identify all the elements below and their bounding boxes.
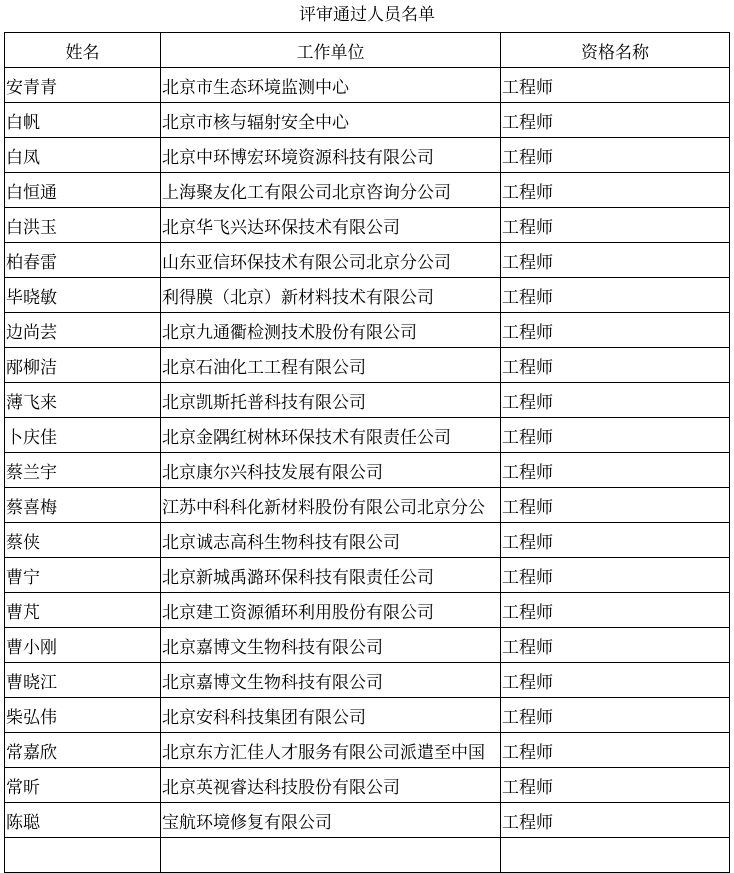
cell-unit: 北京英视睿达科技股份有限公司 [161,768,501,803]
table-row [5,733,730,768]
cell-unit: 北京中环博宏环境资源科技有限公司 [161,138,501,173]
cell-name: 毕晓敏 [5,278,161,313]
column-header-qualification: 资格名称 [501,33,730,68]
cell-unit: 北京石油化工工程有限公司 [161,348,501,383]
cell-name [5,838,161,873]
table-row [5,68,730,103]
cell-unit: 北京凯斯托普科技有限公司 [161,383,501,418]
column-header-unit: 工作单位 [161,33,501,68]
cell-unit: 北京市核与辐射安全中心 [161,103,501,138]
cell-unit: 北京华飞兴达环保技术有限公司 [161,208,501,243]
table-row [5,138,730,173]
cell-qualification: 工程师 [501,768,730,803]
table-row [5,383,730,418]
column-header-name: 姓名 [5,33,161,68]
cell-qualification: 工程师 [501,698,730,733]
cell-unit: 北京安科科技集团有限公司 [161,698,501,733]
cell-name: 邴柳洁 [5,348,161,383]
cell-name: 曹小刚 [5,628,161,663]
table-row [5,628,730,663]
cell-unit: 北京康尔兴科技发展有限公司 [161,453,501,488]
cell-qualification: 工程师 [501,488,730,523]
cell-name: 白凤 [5,138,161,173]
cell-name: 白帆 [5,103,161,138]
table-row [5,593,730,628]
table-row [5,698,730,733]
cell-name: 薄飞来 [5,383,161,418]
cell-name: 边尚芸 [5,313,161,348]
cell-qualification: 工程师 [501,103,730,138]
cell-name: 蔡喜梅 [5,488,161,523]
cell-unit: 北京嘉博文生物科技有限公司 [161,663,501,698]
cell-name: 安青青 [5,68,161,103]
cell-unit: 江苏中科科化新材料股份有限公司北京分公 [161,488,501,523]
cell-qualification: 工程师 [501,628,730,663]
cell-unit: 北京嘉博文生物科技有限公司 [161,628,501,663]
cell-qualification [501,838,730,873]
cell-qualification: 工程师 [501,383,730,418]
cell-unit: 利得膜（北京）新材料技术有限公司 [161,278,501,313]
table-header-row [5,33,730,68]
table-row [5,838,730,873]
table-row [5,523,730,558]
cell-name: 柏春雷 [5,243,161,278]
cell-qualification: 工程师 [501,313,730,348]
cell-unit: 北京东方汇佳人才服务有限公司派遣至中国 [161,733,501,768]
cell-name: 常嘉欣 [5,733,161,768]
table-row [5,313,730,348]
cell-qualification: 工程师 [501,208,730,243]
table-row [5,103,730,138]
cell-name: 白恒通 [5,173,161,208]
table-row [5,768,730,803]
cell-qualification: 工程师 [501,173,730,208]
cell-unit: 上海聚友化工有限公司北京咨询分公司 [161,173,501,208]
cell-unit [161,838,501,873]
cell-name: 白洪玉 [5,208,161,243]
cell-unit: 北京建工资源循环利用股份有限公司 [161,593,501,628]
table-row [5,418,730,453]
table-row [5,488,730,523]
cell-name: 曹晓江 [5,663,161,698]
cell-qualification: 工程师 [501,243,730,278]
cell-unit: 宝航环境修复有限公司 [161,803,501,838]
cell-unit: 北京诚志高科生物科技有限公司 [161,523,501,558]
table-row [5,663,730,698]
cell-qualification: 工程师 [501,453,730,488]
cell-name: 常昕 [5,768,161,803]
cell-unit: 北京九通衢检测技术股份有限公司 [161,313,501,348]
cell-qualification: 工程师 [501,138,730,173]
cell-qualification: 工程师 [501,278,730,313]
table-row [5,173,730,208]
cell-unit: 山东亚信环保技术有限公司北京分公司 [161,243,501,278]
cell-name: 蔡兰宇 [5,453,161,488]
table-row [5,278,730,313]
cell-unit: 北京金隅红树林环保技术有限责任公司 [161,418,501,453]
cell-qualification: 工程师 [501,733,730,768]
cell-name: 柴弘伟 [5,698,161,733]
cell-qualification: 工程师 [501,348,730,383]
table-row [5,208,730,243]
table-row [5,453,730,488]
cell-unit: 北京市生态环境监测中心 [161,68,501,103]
cell-qualification: 工程师 [501,803,730,838]
table-body [5,68,730,873]
cell-name: 曹宁 [5,558,161,593]
table-row [5,558,730,593]
cell-name: 蔡侠 [5,523,161,558]
cell-qualification: 工程师 [501,68,730,103]
cell-qualification: 工程师 [501,593,730,628]
table-row [5,348,730,383]
approved-personnel-table [4,32,730,873]
cell-name: 陈聪 [5,803,161,838]
cell-name: 曹芃 [5,593,161,628]
cell-qualification: 工程师 [501,558,730,593]
cell-qualification: 工程师 [501,663,730,698]
table-row [5,803,730,838]
cell-unit: 北京新城禹潞环保科技有限责任公司 [161,558,501,593]
cell-name: 卜庆佳 [5,418,161,453]
cell-qualification: 工程师 [501,523,730,558]
cell-qualification: 工程师 [501,418,730,453]
table-row [5,243,730,278]
document-title: 评审通过人员名单 [299,5,435,25]
